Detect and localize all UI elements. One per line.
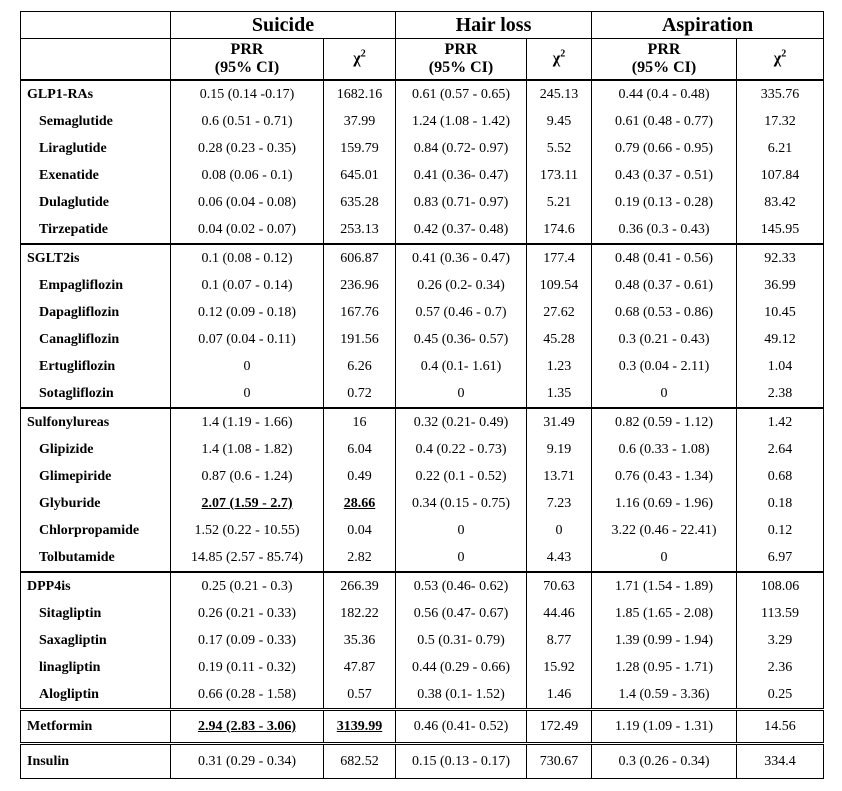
cell-hairloss-chi2: 5.52 — [527, 135, 592, 162]
cell-aspiration-prr: 0.61 (0.48 - 0.77) — [592, 108, 737, 135]
ci-label: (95% CI) — [428, 59, 494, 76]
cell-suicide-chi2: 0.49 — [324, 463, 396, 490]
table-row — [21, 627, 824, 654]
cell-suicide-prr: 0.25 (0.21 - 0.3) — [171, 572, 324, 600]
cell-aspiration-chi2: 14.56 — [737, 710, 824, 744]
cell-aspiration-chi2: 6.21 — [737, 135, 824, 162]
cell-suicide-prr — [171, 710, 324, 744]
cell-suicide-chi2: 6.26 — [324, 353, 396, 380]
highlight-value: 2.07 (1.59 - 2.7) — [201, 495, 293, 511]
cell-suicide-prr: 0.31 (0.29 - 0.34) — [171, 744, 324, 779]
table-row — [21, 299, 824, 326]
cell-suicide-chi2: 266.39 — [324, 572, 396, 600]
table-row — [21, 710, 824, 744]
cell-suicide-chi2: 2.82 — [324, 544, 396, 572]
row-label: linagliptin — [21, 654, 171, 681]
cell-hairloss-prr: 0.34 (0.15 - 0.75) — [396, 490, 527, 517]
cell-suicide-chi2: 37.99 — [324, 108, 396, 135]
cell-hairloss-chi2: 174.6 — [527, 216, 592, 244]
cell-hairloss-chi2: 730.67 — [527, 744, 592, 779]
header-chi-suicide — [324, 39, 396, 81]
table-row — [21, 80, 824, 108]
cell-suicide-prr: 0.28 (0.23 - 0.35) — [171, 135, 324, 162]
cell-aspiration-chi2: 113.59 — [737, 600, 824, 627]
cell-aspiration-chi2: 17.32 — [737, 108, 824, 135]
cell-suicide-prr: 0.12 (0.09 - 0.18) — [171, 299, 324, 326]
row-label: Exenatide — [21, 162, 171, 189]
cell-aspiration-prr: 0.3 (0.21 - 0.43) — [592, 326, 737, 353]
cell-suicide-prr — [171, 490, 324, 517]
cell-suicide-chi2: 645.01 — [324, 162, 396, 189]
chi-symbol: χ — [773, 50, 782, 67]
row-label: Semaglutide — [21, 108, 171, 135]
row-label: Tirzepatide — [21, 216, 171, 244]
cell-hairloss-prr: 0.15 (0.13 - 0.17) — [396, 744, 527, 779]
table-row — [21, 600, 824, 627]
cell-hairloss-prr: 0.5 (0.31- 0.79) — [396, 627, 527, 654]
cell-aspiration-prr: 0.6 (0.33 - 1.08) — [592, 436, 737, 463]
table-row — [21, 408, 824, 436]
cell-suicide-chi2 — [324, 490, 396, 517]
cell-suicide-chi2: 167.76 — [324, 299, 396, 326]
row-label: Glimepiride — [21, 463, 171, 490]
cell-suicide-prr: 1.4 (1.08 - 1.82) — [171, 436, 324, 463]
cell-hairloss-prr: 0.44 (0.29 - 0.66) — [396, 654, 527, 681]
cell-suicide-chi2: 682.52 — [324, 744, 396, 779]
cell-hairloss-chi2: 31.49 — [527, 408, 592, 436]
cell-hairloss-chi2: 8.77 — [527, 627, 592, 654]
cell-aspiration-prr: 3.22 (0.46 - 22.41) — [592, 517, 737, 544]
prr-label: PRR — [444, 41, 478, 58]
header-row-metrics — [21, 39, 824, 81]
cell-hairloss-chi2: 173.11 — [527, 162, 592, 189]
row-label: Sitagliptin — [21, 600, 171, 627]
table-row — [21, 244, 824, 272]
cell-hairloss-prr: 0.4 (0.1- 1.61) — [396, 353, 527, 380]
cell-aspiration-chi2: 3.29 — [737, 627, 824, 654]
cell-suicide-prr: 0.87 (0.6 - 1.24) — [171, 463, 324, 490]
chi-superscript: 2 — [781, 48, 787, 60]
cell-suicide-chi2: 47.87 — [324, 654, 396, 681]
prr-label: PRR — [647, 41, 681, 58]
cell-aspiration-chi2: 2.64 — [737, 436, 824, 463]
table-row — [21, 326, 824, 353]
cell-aspiration-prr: 0.19 (0.13 - 0.28) — [592, 189, 737, 216]
cell-hairloss-chi2: 109.54 — [527, 272, 592, 299]
table-row — [21, 216, 824, 244]
cell-hairloss-chi2: 245.13 — [527, 80, 592, 108]
cell-hairloss-prr: 0 — [396, 380, 527, 408]
cell-suicide-chi2: 253.13 — [324, 216, 396, 244]
row-label: DPP4is — [21, 572, 171, 600]
cell-aspiration-chi2: 10.45 — [737, 299, 824, 326]
table-row — [21, 572, 824, 600]
header-prr-aspiration — [592, 39, 737, 81]
cell-suicide-prr: 0.04 (0.02 - 0.07) — [171, 216, 324, 244]
cell-aspiration-chi2: 145.95 — [737, 216, 824, 244]
header-row-groups — [21, 12, 824, 39]
cell-aspiration-chi2: 83.42 — [737, 189, 824, 216]
cell-suicide-prr: 1.4 (1.19 - 1.66) — [171, 408, 324, 436]
cell-aspiration-chi2: 1.42 — [737, 408, 824, 436]
row-label: Ertugliflozin — [21, 353, 171, 380]
row-label: SGLT2is — [21, 244, 171, 272]
cell-hairloss-prr: 1.24 (1.08 - 1.42) — [396, 108, 527, 135]
cell-aspiration-chi2: 1.04 — [737, 353, 824, 380]
cell-hairloss-prr: 0.32 (0.21- 0.49) — [396, 408, 527, 436]
cell-hairloss-prr: 0.84 (0.72- 0.97) — [396, 135, 527, 162]
cell-aspiration-prr: 0.3 (0.04 - 2.11) — [592, 353, 737, 380]
cell-suicide-chi2: 635.28 — [324, 189, 396, 216]
table-row — [21, 654, 824, 681]
cell-hairloss-prr: 0.41 (0.36- 0.47) — [396, 162, 527, 189]
table-row — [21, 353, 824, 380]
chi-superscript: 2 — [560, 48, 566, 60]
row-label: Dulaglutide — [21, 189, 171, 216]
header-corner-cell — [21, 12, 171, 39]
cell-suicide-chi2: 16 — [324, 408, 396, 436]
cell-aspiration-prr: 0 — [592, 544, 737, 572]
cell-hairloss-chi2: 5.21 — [527, 189, 592, 216]
cell-aspiration-chi2: 92.33 — [737, 244, 824, 272]
prr-label: PRR — [230, 41, 264, 58]
header-group-hair-loss: Hair loss — [396, 12, 592, 39]
cell-hairloss-prr: 0.53 (0.46- 0.62) — [396, 572, 527, 600]
cell-hairloss-chi2: 7.23 — [527, 490, 592, 517]
cell-hairloss-prr: 0.38 (0.1- 1.52) — [396, 681, 527, 710]
cell-aspiration-prr: 0.82 (0.59 - 1.12) — [592, 408, 737, 436]
results-table-container — [20, 11, 824, 779]
table-row — [21, 681, 824, 710]
cell-aspiration-chi2: 0.12 — [737, 517, 824, 544]
cell-aspiration-chi2: 6.97 — [737, 544, 824, 572]
header-chi-hair-loss — [527, 39, 592, 81]
cell-aspiration-chi2: 0.25 — [737, 681, 824, 710]
row-label: Metformin — [21, 710, 171, 744]
cell-suicide-prr: 0.17 (0.09 - 0.33) — [171, 627, 324, 654]
cell-suicide-prr: 1.52 (0.22 - 10.55) — [171, 517, 324, 544]
cell-aspiration-chi2: 49.12 — [737, 326, 824, 353]
header-chi-aspiration — [737, 39, 824, 81]
row-label: Empagliflozin — [21, 272, 171, 299]
row-label: Glyburide — [21, 490, 171, 517]
chi-symbol: χ — [552, 50, 561, 67]
cell-aspiration-prr: 1.4 (0.59 - 3.36) — [592, 681, 737, 710]
cell-hairloss-prr: 0.46 (0.41- 0.52) — [396, 710, 527, 744]
row-label: Chlorpropamide — [21, 517, 171, 544]
cell-aspiration-chi2: 334.4 — [737, 744, 824, 779]
cell-suicide-prr: 0.08 (0.06 - 0.1) — [171, 162, 324, 189]
header-prr-suicide — [171, 39, 324, 81]
cell-suicide-chi2: 236.96 — [324, 272, 396, 299]
cell-hairloss-chi2: 177.4 — [527, 244, 592, 272]
cell-hairloss-chi2: 13.71 — [527, 463, 592, 490]
row-label: Canagliflozin — [21, 326, 171, 353]
row-label: Saxagliptin — [21, 627, 171, 654]
header-prr-hair-loss — [396, 39, 527, 81]
table-row — [21, 162, 824, 189]
cell-hairloss-prr: 0.22 (0.1 - 0.52) — [396, 463, 527, 490]
cell-suicide-chi2: 0.72 — [324, 380, 396, 408]
cell-aspiration-chi2: 0.68 — [737, 463, 824, 490]
cell-suicide-prr: 14.85 (2.57 - 85.74) — [171, 544, 324, 572]
cell-suicide-chi2: 191.56 — [324, 326, 396, 353]
cell-aspiration-prr: 0.48 (0.41 - 0.56) — [592, 244, 737, 272]
cell-hairloss-chi2: 1.46 — [527, 681, 592, 710]
cell-hairloss-prr: 0 — [396, 517, 527, 544]
cell-suicide-prr: 0.06 (0.04 - 0.08) — [171, 189, 324, 216]
ci-label: (95% CI) — [631, 59, 697, 76]
cell-hairloss-chi2: 4.43 — [527, 544, 592, 572]
table-row — [21, 744, 824, 779]
row-label: Liraglutide — [21, 135, 171, 162]
cell-aspiration-prr: 1.39 (0.99 - 1.94) — [592, 627, 737, 654]
cell-aspiration-prr: 1.16 (0.69 - 1.96) — [592, 490, 737, 517]
cell-suicide-prr: 0.66 (0.28 - 1.58) — [171, 681, 324, 710]
cell-hairloss-chi2: 9.45 — [527, 108, 592, 135]
chi-superscript: 2 — [360, 48, 366, 60]
cell-suicide-chi2: 0.57 — [324, 681, 396, 710]
cell-aspiration-prr: 0.36 (0.3 - 0.43) — [592, 216, 737, 244]
cell-aspiration-chi2: 108.06 — [737, 572, 824, 600]
header-group-suicide: Suicide — [171, 12, 396, 39]
cell-aspiration-prr: 0.44 (0.4 - 0.48) — [592, 80, 737, 108]
cell-hairloss-prr: 0.4 (0.22 - 0.73) — [396, 436, 527, 463]
row-label: Sotagliflozin — [21, 380, 171, 408]
row-label: Glipizide — [21, 436, 171, 463]
row-label: Insulin — [21, 744, 171, 779]
row-label: Sulfonylureas — [21, 408, 171, 436]
cell-aspiration-prr: 0.68 (0.53 - 0.86) — [592, 299, 737, 326]
table-row — [21, 108, 824, 135]
cell-hairloss-prr: 0.42 (0.37- 0.48) — [396, 216, 527, 244]
cell-suicide-prr: 0.19 (0.11 - 0.32) — [171, 654, 324, 681]
table-row — [21, 463, 824, 490]
cell-hairloss-prr: 0.61 (0.57 - 0.65) — [396, 80, 527, 108]
cell-aspiration-prr: 0.3 (0.26 - 0.34) — [592, 744, 737, 779]
cell-hairloss-prr: 0 — [396, 544, 527, 572]
cell-aspiration-chi2: 36.99 — [737, 272, 824, 299]
cell-aspiration-prr: 1.28 (0.95 - 1.71) — [592, 654, 737, 681]
cell-hairloss-chi2: 1.35 — [527, 380, 592, 408]
table-row — [21, 189, 824, 216]
cell-aspiration-prr: 1.19 (1.09 - 1.31) — [592, 710, 737, 744]
cell-hairloss-chi2: 70.63 — [527, 572, 592, 600]
cell-suicide-prr: 0.1 (0.08 - 0.12) — [171, 244, 324, 272]
table-row — [21, 517, 824, 544]
cell-suicide-chi2: 182.22 — [324, 600, 396, 627]
cell-hairloss-chi2: 9.19 — [527, 436, 592, 463]
row-label: Tolbutamide — [21, 544, 171, 572]
cell-hairloss-chi2: 172.49 — [527, 710, 592, 744]
cell-hairloss-chi2: 27.62 — [527, 299, 592, 326]
cell-hairloss-chi2: 0 — [527, 517, 592, 544]
cell-suicide-prr: 0.26 (0.21 - 0.33) — [171, 600, 324, 627]
cell-suicide-chi2: 606.87 — [324, 244, 396, 272]
cell-aspiration-prr: 0.79 (0.66 - 0.95) — [592, 135, 737, 162]
cell-hairloss-prr: 0.57 (0.46 - 0.7) — [396, 299, 527, 326]
table-row — [21, 436, 824, 463]
table-row — [21, 135, 824, 162]
cell-suicide-chi2: 1682.16 — [324, 80, 396, 108]
cell-suicide-prr: 0 — [171, 380, 324, 408]
cell-suicide-prr: 0 — [171, 353, 324, 380]
cell-aspiration-prr: 1.85 (1.65 - 2.08) — [592, 600, 737, 627]
prr-results-table — [20, 11, 824, 779]
header-group-aspiration: Aspiration — [592, 12, 824, 39]
cell-hairloss-prr: 0.56 (0.47- 0.67) — [396, 600, 527, 627]
table-row — [21, 272, 824, 299]
cell-aspiration-chi2: 335.76 — [737, 80, 824, 108]
cell-hairloss-prr: 0.83 (0.71- 0.97) — [396, 189, 527, 216]
cell-aspiration-chi2: 0.18 — [737, 490, 824, 517]
highlight-value: 3139.99 — [336, 718, 383, 734]
cell-aspiration-prr: 0.48 (0.37 - 0.61) — [592, 272, 737, 299]
cell-aspiration-chi2: 2.38 — [737, 380, 824, 408]
cell-aspiration-chi2: 107.84 — [737, 162, 824, 189]
cell-suicide-chi2: 35.36 — [324, 627, 396, 654]
cell-aspiration-prr: 0 — [592, 380, 737, 408]
highlight-value: 2.94 (2.83 - 3.06) — [198, 718, 296, 734]
ci-label: (95% CI) — [214, 59, 280, 76]
highlight-value: 28.66 — [343, 495, 376, 511]
cell-aspiration-prr: 1.71 (1.54 - 1.89) — [592, 572, 737, 600]
cell-suicide-prr: 0.15 (0.14 -0.17) — [171, 80, 324, 108]
row-label: Alogliptin — [21, 681, 171, 710]
cell-suicide-prr: 0.1 (0.07 - 0.14) — [171, 272, 324, 299]
table-row — [21, 380, 824, 408]
table-row — [21, 544, 824, 572]
header-corner-cell-2 — [21, 39, 171, 81]
row-label: Dapagliflozin — [21, 299, 171, 326]
cell-suicide-chi2: 6.04 — [324, 436, 396, 463]
cell-hairloss-chi2: 1.23 — [527, 353, 592, 380]
cell-suicide-chi2: 159.79 — [324, 135, 396, 162]
cell-hairloss-chi2: 45.28 — [527, 326, 592, 353]
cell-aspiration-chi2: 2.36 — [737, 654, 824, 681]
cell-suicide-prr: 0.07 (0.04 - 0.11) — [171, 326, 324, 353]
cell-hairloss-prr: 0.45 (0.36- 0.57) — [396, 326, 527, 353]
cell-hairloss-chi2: 44.46 — [527, 600, 592, 627]
cell-suicide-prr: 0.6 (0.51 - 0.71) — [171, 108, 324, 135]
row-label: GLP1-RAs — [21, 80, 171, 108]
table-row — [21, 490, 824, 517]
cell-hairloss-chi2: 15.92 — [527, 654, 592, 681]
cell-aspiration-prr: 0.43 (0.37 - 0.51) — [592, 162, 737, 189]
chi-symbol: χ — [353, 50, 361, 67]
cell-hairloss-prr: 0.26 (0.2- 0.34) — [396, 272, 527, 299]
cell-hairloss-prr: 0.41 (0.36 - 0.47) — [396, 244, 527, 272]
cell-suicide-chi2: 0.04 — [324, 517, 396, 544]
cell-aspiration-prr: 0.76 (0.43 - 1.34) — [592, 463, 737, 490]
cell-suicide-chi2 — [324, 710, 396, 744]
